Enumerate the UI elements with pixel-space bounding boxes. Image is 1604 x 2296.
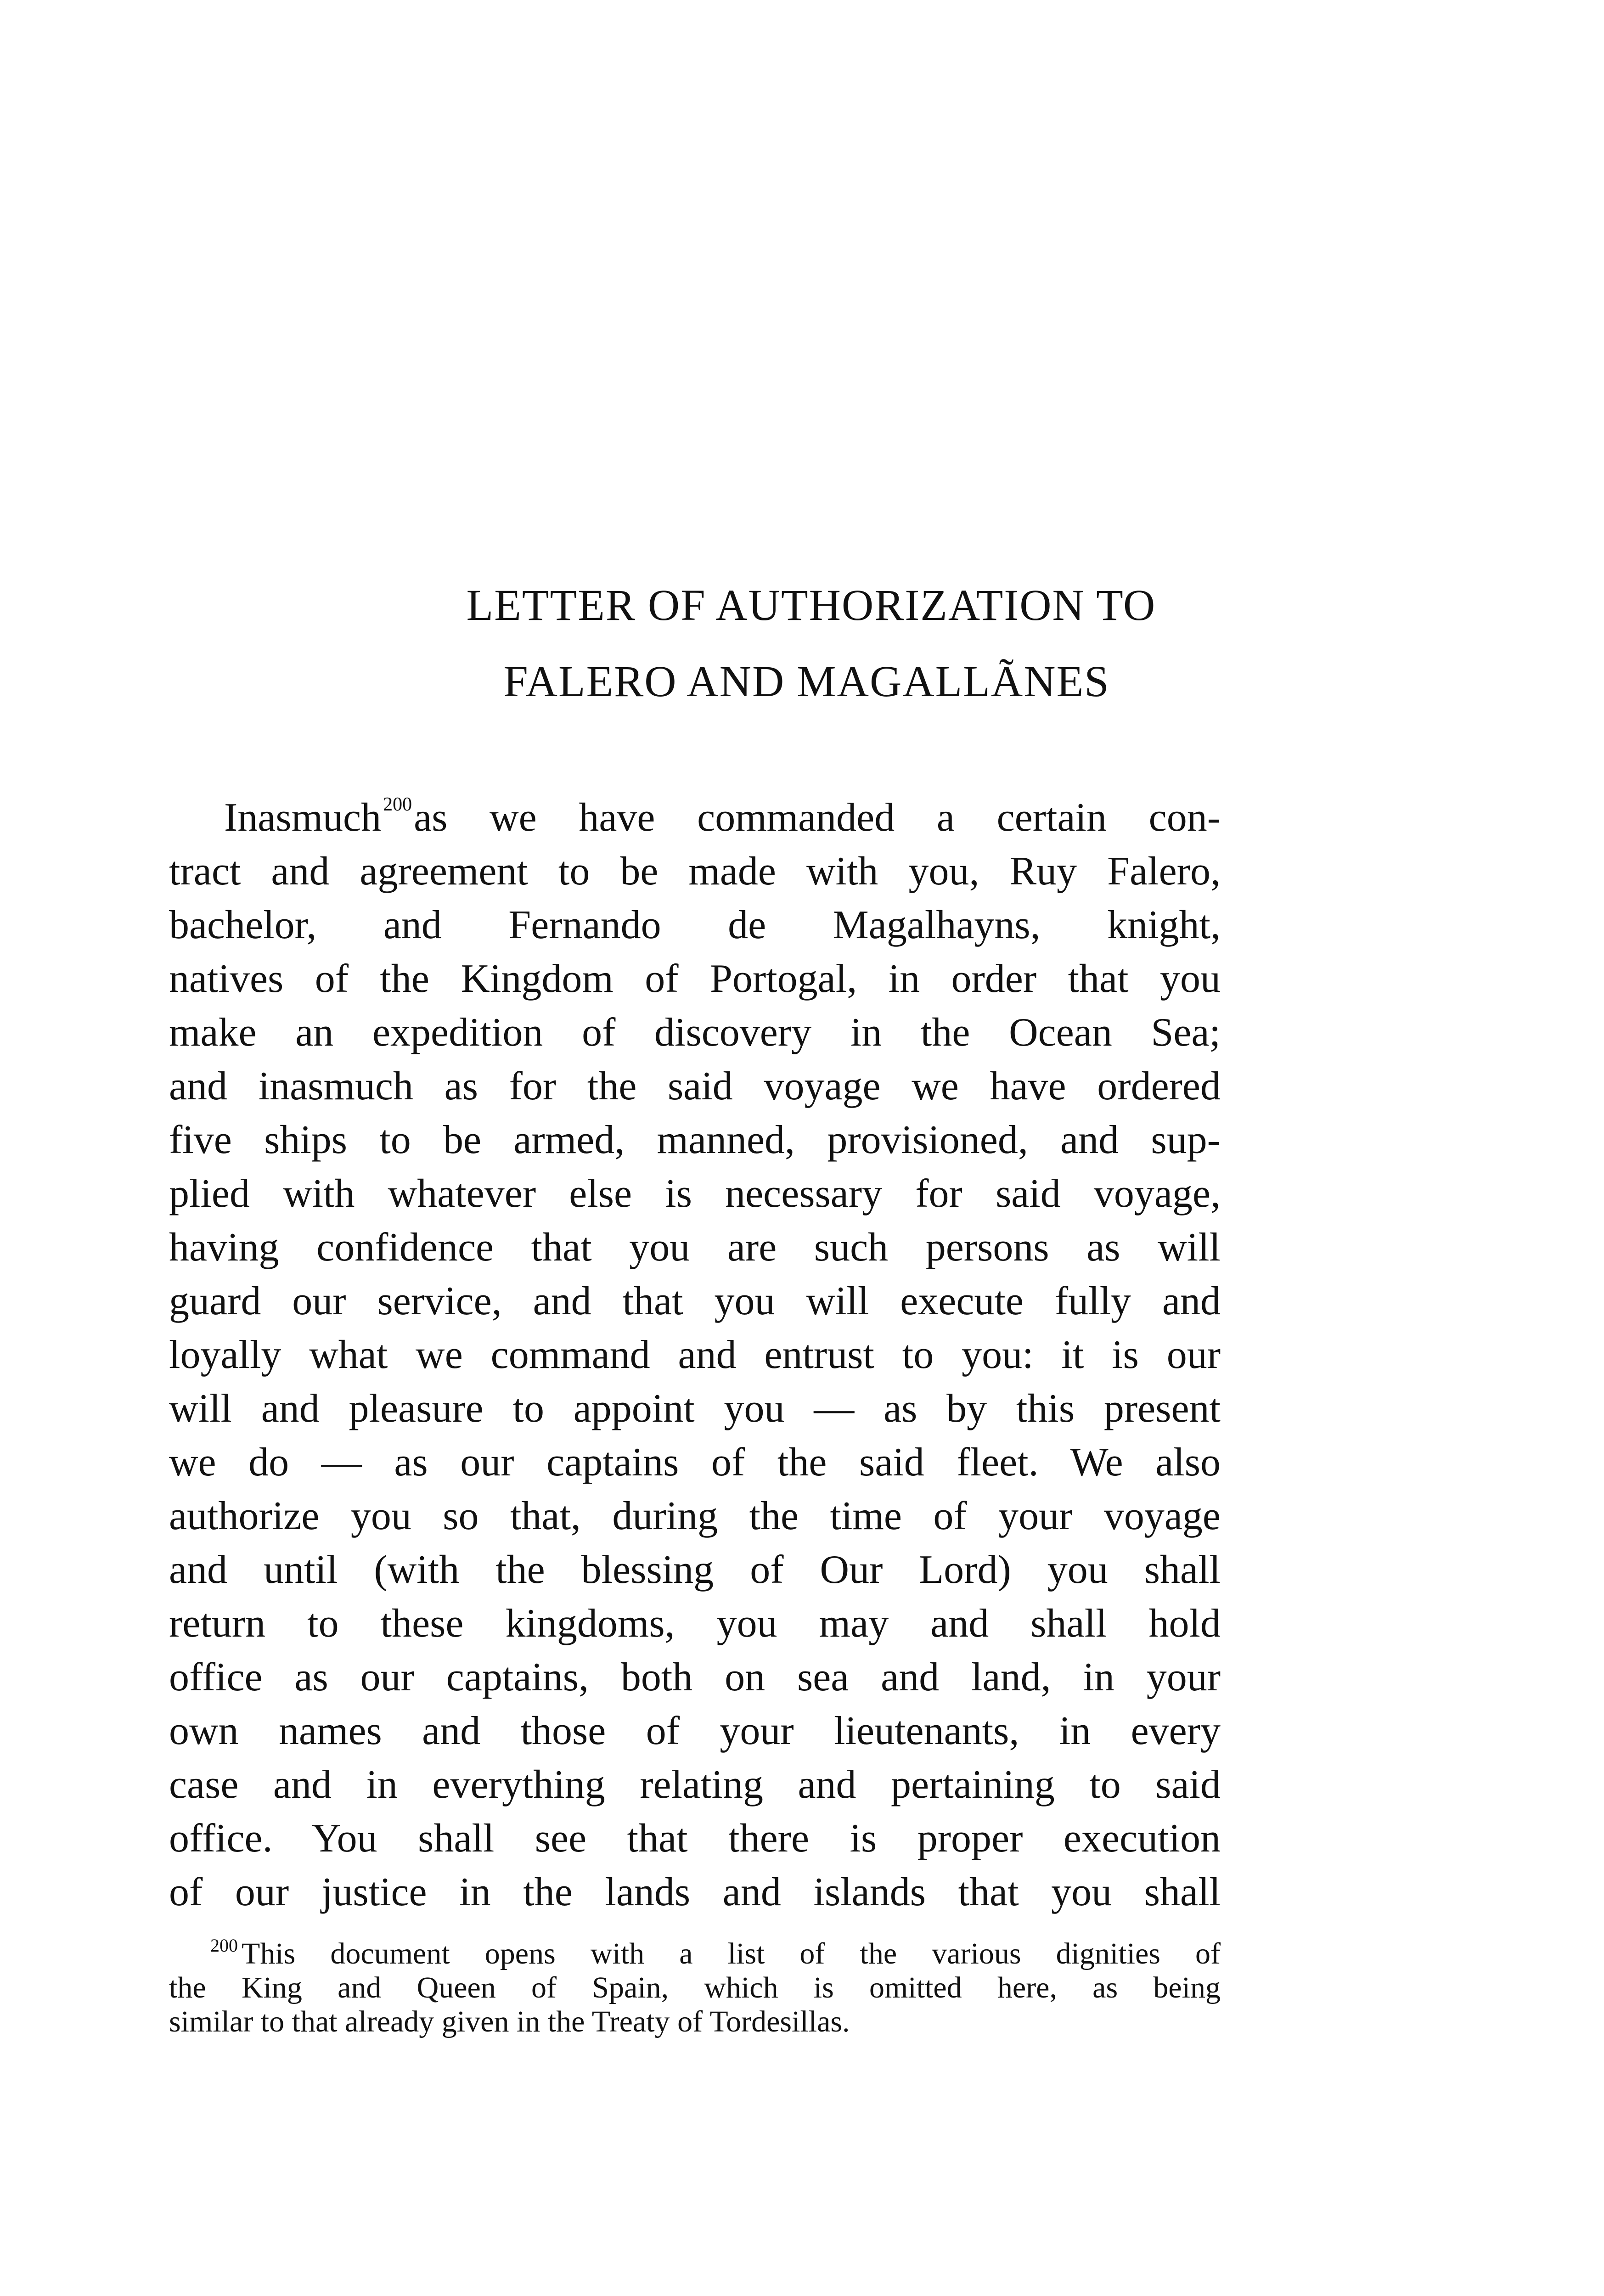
body-line-8: plied with whatever else is necessary for said voyage,	[169, 1171, 1221, 1216]
footnote-number: 200	[210, 1935, 238, 1956]
body-line-19: case and in everything relating and pertaining to said	[169, 1762, 1221, 1807]
body-line-12: will and pleasure to appoint you — as by this present	[169, 1386, 1221, 1431]
body-line-14: authorize you so that, during the time of your voyage	[169, 1494, 1221, 1538]
body-line-5: make an expedition of discovery in the Ocean Sea;	[169, 1010, 1221, 1055]
footnote-line-3: similar to that already given in the Treaty of Tordesillas.	[169, 2005, 850, 2038]
body-line-2: tract and agreement to be made with you, Ruy Falero,	[169, 849, 1221, 894]
footnote-line-1	[169, 1937, 1221, 1971]
body-line-4: natives of the Kingdom of Portogal, in order that you	[169, 957, 1221, 1001]
body-line-9: having confidence that you are such persons as will	[169, 1225, 1221, 1270]
body-line-10: guard our service, and that you will execute fully and	[169, 1279, 1221, 1323]
body-line-6: and inasmuch as for the said voyage we have ordered	[169, 1064, 1221, 1109]
body-line-17: office as our captains, both on sea and land, in your	[169, 1655, 1221, 1699]
body-line-13: we do — as our captains of the said fleet. We also	[169, 1440, 1221, 1485]
body-line-3: bachelor, and Fernando de Magalhayns, knight,	[169, 903, 1221, 947]
heading-line-1: LETTER OF AUTHORIZATION TO	[466, 580, 1156, 630]
body-line-15: and until (with the blessing of Our Lord) you shall	[169, 1548, 1221, 1592]
body-line-21: of our justice in the lands and islands that you shall	[169, 1870, 1221, 1914]
body-line-11: loyally what we command and entrust to you: it is our	[169, 1333, 1221, 1377]
footnote	[169, 1937, 1221, 2039]
body-paragraph	[169, 791, 1221, 1919]
body-line-20: office. You shall see that there is proper execution	[169, 1816, 1221, 1861]
footnote-reference[interactable]: 200	[383, 794, 412, 815]
body-line-16: return to these kingdoms, you may and shall hold	[169, 1601, 1221, 1646]
footnote-line-2: the King and Queen of Spain, which is omitted here, as being	[169, 1971, 1221, 2004]
first-line-rest: as we have commanded a certain con-	[414, 795, 1221, 840]
body-line-7: five ships to be armed, manned, provisioned, and sup-	[169, 1118, 1221, 1162]
heading-line-2: FALERO AND MAGALLÃNES	[503, 657, 1110, 706]
body-line-18: own names and those of your lieutenants, in every	[169, 1709, 1221, 1753]
chapter-heading	[0, 580, 1604, 706]
first-word: Inasmuch	[224, 795, 382, 840]
body-line-1	[169, 791, 1221, 844]
footnote-line-1-text: This document opens with a list of the various dignities of	[242, 1937, 1221, 1970]
